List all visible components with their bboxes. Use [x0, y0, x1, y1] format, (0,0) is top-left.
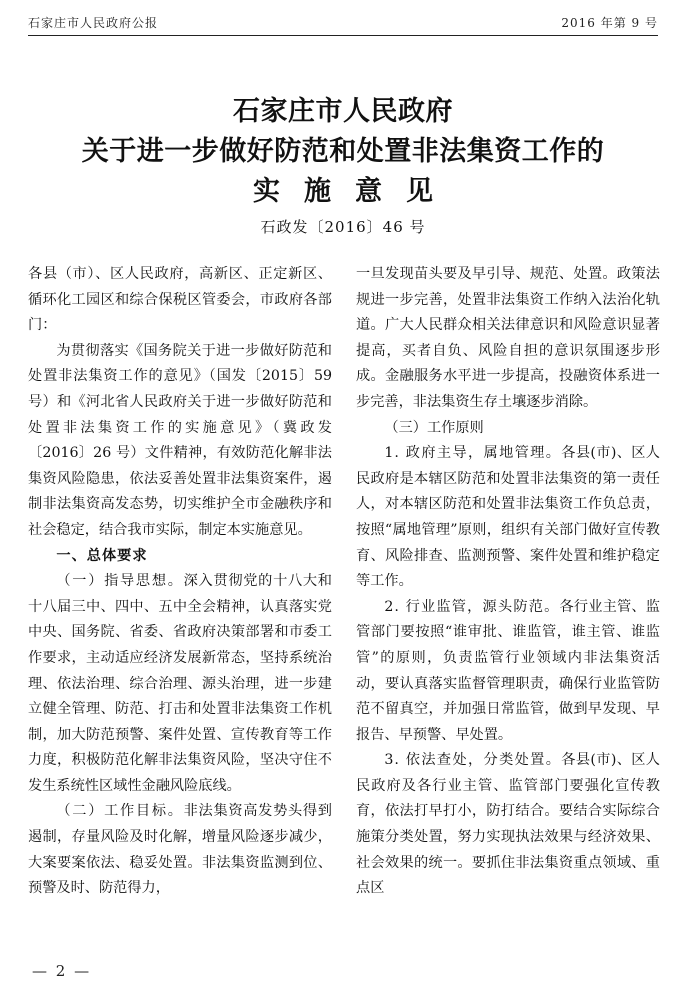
principle-2-lead: 2. 行业监管，源头防范。	[384, 598, 560, 615]
right-column	[356, 262, 660, 902]
principle-3-paragraph	[356, 748, 660, 902]
addressee: 各县（市）、区人民政府，高新区、正定新区、循环化工园区和综合保税区管委会，市政府各部门：	[28, 266, 332, 334]
document-number: 石政发〔2016〕46 号	[260, 218, 426, 236]
principle-1-text: 各县(市)、区人民政府是本辖区防范和处置非法集资的第一责任人，对本辖区防范和处置非法集资工作负总责，按照“属地管理”原则，组织有关部门做好宣传教育、风险排查、监测预警、案件处置和维护稳定等工作。	[356, 445, 660, 590]
publication-name: 石家庄市人民政府公报	[28, 16, 159, 30]
title-line-3: 实施意见	[253, 176, 457, 207]
guiding-ideology-paragraph	[28, 569, 332, 799]
page-number: — 2 —	[32, 962, 92, 980]
work-goals-text: 非法集资高发势头得到遏制，存量风险及时化解，增量风险逐步减少，大案要案依法、稳妥处置。非法集资监测到位、预警及时、防范得力，	[28, 803, 332, 897]
header-divider	[28, 35, 658, 36]
title-line-1: 石家庄市人民政府	[233, 96, 453, 127]
principle-3-lead: 3. 依法查处，分类处置。	[384, 752, 562, 769]
principle-1-paragraph	[356, 441, 660, 595]
guiding-ideology-text: 深入贯彻党的十八大和十八届三中、四中、五中全会精神，认真落实党中央、国务院、省委、省政府决策部署和市委工作要求，主动适应经济发展新常态，坚持系统治理、依法治理、综合治理、源头治理，进一步建立健全管理、防范、打击和处置非法集资工作机制，加大防范预警、案件处置、宣传教育等工作力度，积极防范化解非法集资风险，坚决守住不发生系统性区域性金融风险底线。	[28, 573, 332, 794]
principle-1-lead: 1. 政府主导，属地管理。	[384, 445, 562, 462]
document-title	[0, 92, 686, 212]
section-heading-general: 一、总体要求	[56, 547, 148, 564]
principle-2-paragraph	[356, 595, 660, 749]
running-header	[28, 14, 658, 34]
principle-3-text: 各县(市)、区人民政府及各行业主管、监管部门要强化宣传教育，依法打早打小，防打结合。要结合实际综合施策分类处置，努力实现执法效果与经济效果、社会效果的统一。要抓住非法集资重点领域、重点区	[356, 752, 660, 897]
left-column	[28, 262, 332, 902]
principle-2-text: 各行业主管、监管部门要按照“谁审批、谁监管，谁主管、谁监管”的原则，负责监管行业领域内非法集资活动，要认真落实监督管理职责，确保行业监管防范不留真空，并加强日常监管，做到早发现、早报告、早预警、早处置。	[356, 598, 660, 743]
guiding-ideology-lead: （一）指导思想。	[56, 573, 184, 590]
principles-heading: （三）工作原则	[384, 419, 484, 436]
work-goals-lead: （二）工作目标。	[56, 803, 184, 820]
work-goals-paragraph	[28, 799, 332, 901]
title-line-2: 关于进一步做好防范和处置非法集资工作的	[81, 136, 605, 167]
intro-paragraph: 为贯彻落实《国务院关于进一步做好防范和处置非法集资工作的意见》（国发〔2015〕59 号）和《河北省人民政府关于进一步做好防范和处置非法集资工作的实施意见》（冀政发〔2016〕26 号）文件精神，有效防范化解非法集资风险隐患，依法妥善处置非法集资案件，遏制非法集资高发态势，切实维护全市金融秩序和社会稳定，结合我市实际，制定本实施意见。	[28, 342, 332, 538]
continued-paragraph: 一旦发现苗头要及早引导、规范、处置。政策法规进一步完善，处置非法集资工作纳入法治化轨道。广大人民群众相关法律意识和风险意识显著提高，买者自负、风险自担的意识氛围逐步形成。金融服务水平进一步提高，投融资体系进一步完善，非法集资生存土壤逐步消除。	[356, 266, 660, 410]
issue-number: 2016 年第 9 号	[561, 16, 658, 30]
